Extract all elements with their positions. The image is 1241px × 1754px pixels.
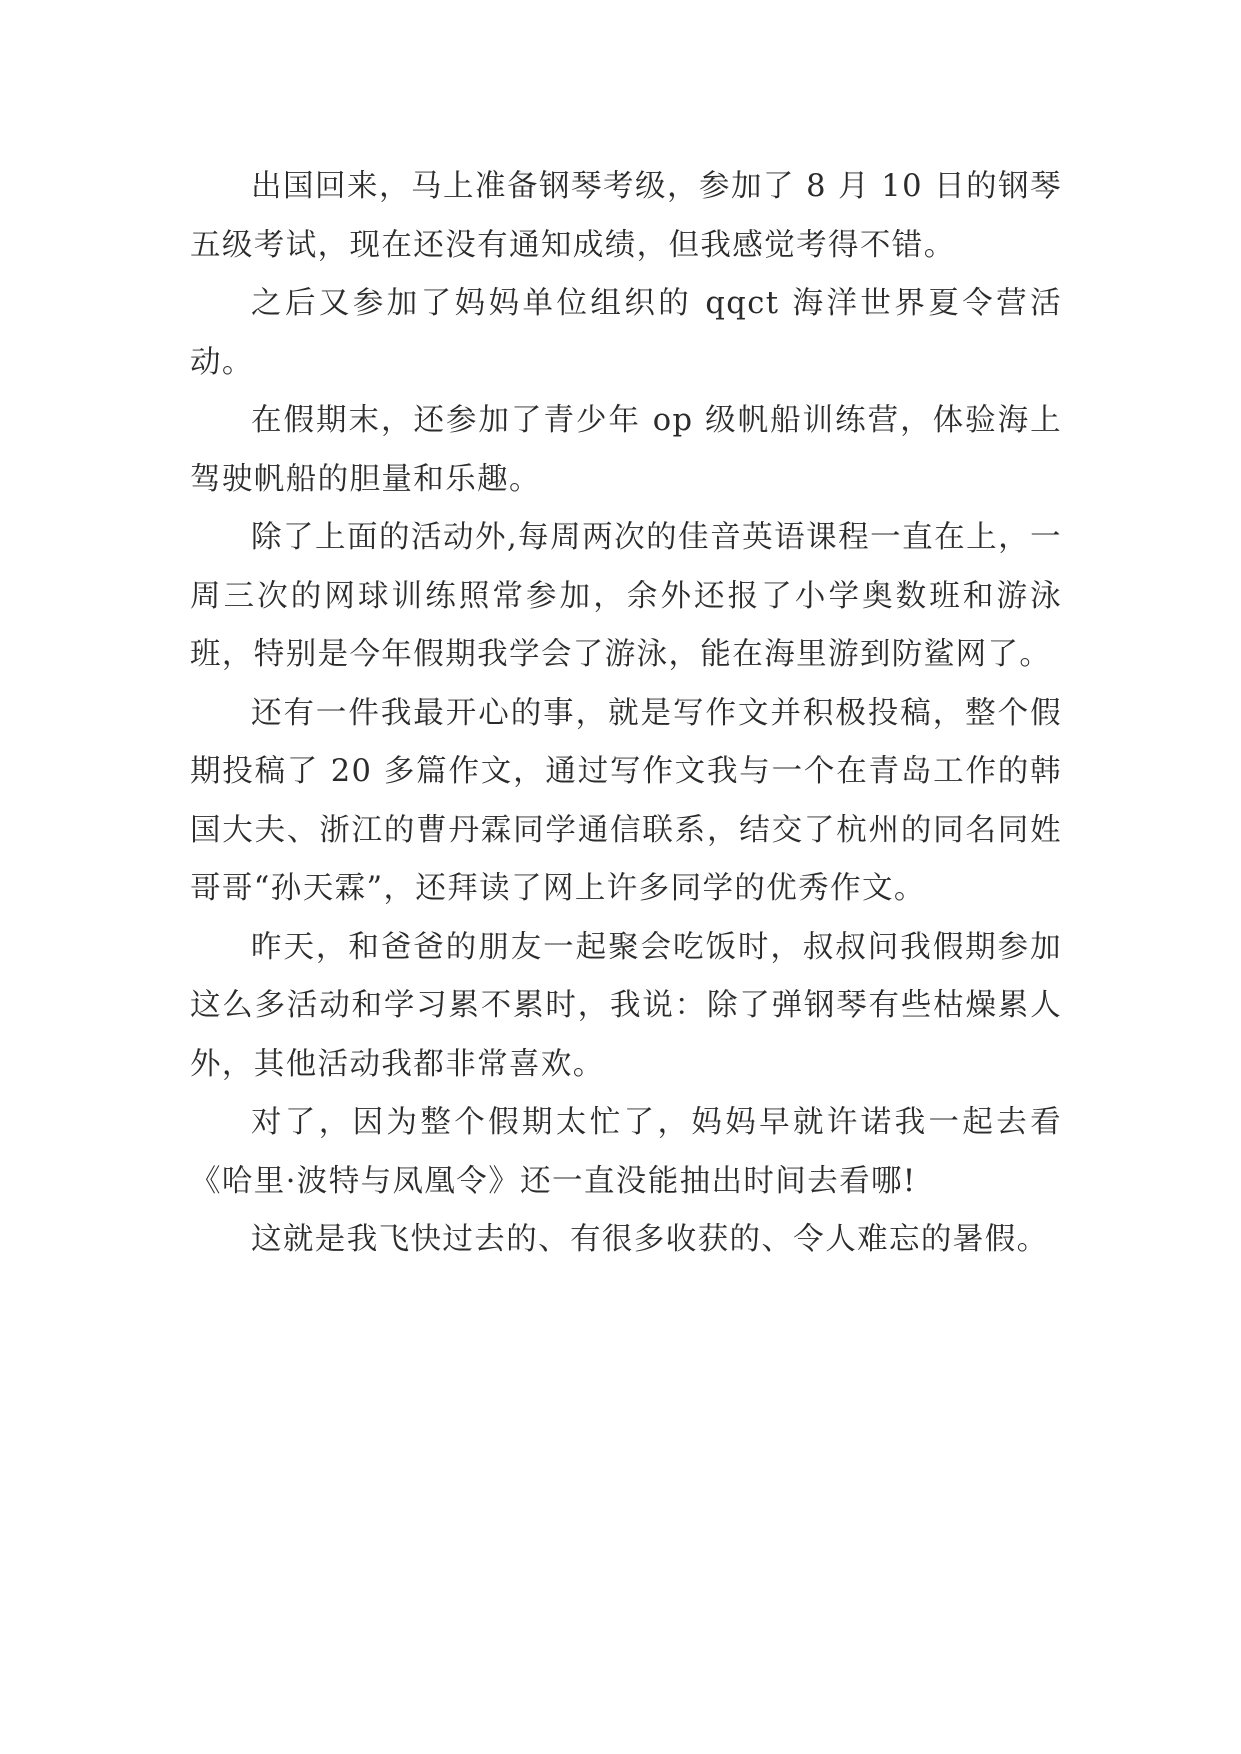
paragraph-3: 在假期末，还参加了青少年 op 级帆船训练营，体验海上驾驶帆船的胆量和乐趣。	[190, 403, 1062, 497]
paragraph-6: 昨天，和爸爸的朋友一起聚会吃饭时，叔叔问我假期参加这么多活动和学习累不累时，我说：除了弹钢琴有些枯燥累人外，其他活动我都非常喜欢。	[190, 929, 1062, 1082]
paragraph-5: 还有一件我最开心的事，就是写作文并积极投稿，整个假期投稿了 20 多篇作文，通过写作文我与一个在青岛工作的韩国大夫、浙江的曹丹霖同学通信联系，结交了杭州的同名同姓哥哥“孙天霖”，还拜读了网上许多同学的优秀作文。	[190, 695, 1062, 906]
paragraph-4: 除了上面的活动外,每周两次的佳音英语课程一直在上，一周三次的网球训练照常参加，余外还报了小学奥数班和游泳班，特别是今年假期我学会了游泳，能在海里游到防鲨网了。	[190, 520, 1062, 672]
paragraph-7: 对了，因为整个假期太忙了，妈妈早就许诺我一起去看《哈里·波特与凤凰令》还一直没能抽出时间去看哪!	[190, 1105, 1062, 1199]
paragraph-8: 这就是我飞快过去的、有很多收获的、令人难忘的暑假。	[251, 1222, 1049, 1257]
document-body	[190, 158, 1062, 1270]
paragraph-1: 出国回来，马上准备钢琴考级，参加了 8 月 10 日的钢琴五级考试，现在还没有通知成绩，但我感觉考得不错。	[190, 169, 1063, 263]
paragraph-2: 之后又参加了妈妈单位组织的 qqct 海洋世界夏令营活动。	[190, 286, 1062, 380]
